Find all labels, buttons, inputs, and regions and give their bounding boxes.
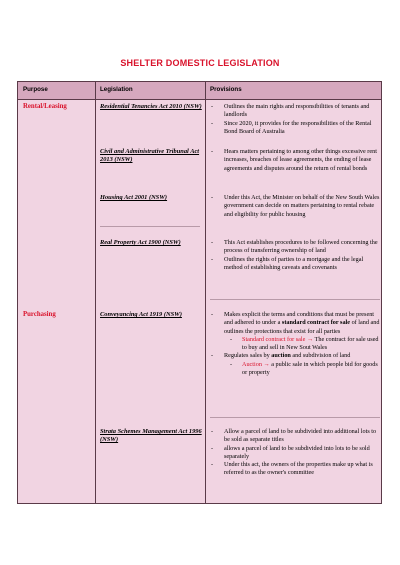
provisions-residential-tenancies	[210, 103, 380, 136]
purpose-rental: Rental/Leasing	[23, 103, 67, 110]
list-item: - Under this Act, the Minister on behalf of the New South Wales government can decide on matters pertaining to rental rebate and eligibility for public housing	[210, 194, 380, 219]
header-legislation: Legislation	[100, 86, 133, 93]
list-item: - Since 2020, it provides for the responsibilities of the Rental Bond Board of Australia	[210, 120, 380, 137]
definition-text: a public sale in which people bid for goods or property	[242, 360, 378, 377]
row-separator	[100, 226, 200, 227]
list-item: - Outlines the main rights and responsibilities of tenants and landlords	[210, 103, 380, 120]
list-item: - Hears matters pertaining to among other things excessive rent increases, breaches of lease agreements, the ending of lease agreements and disputes around the return of rental bonds	[210, 148, 380, 173]
definition-term: Auction →	[242, 360, 270, 368]
list-item	[210, 311, 380, 336]
column-divider	[205, 82, 206, 503]
list-item: - allows a parcel of land to be subdivided into lots to be sold separately	[210, 445, 380, 462]
purpose-purchasing: Purchasing	[23, 311, 56, 318]
provision-text: of land and outlines the protections that exist for all parties	[224, 319, 380, 335]
legislation-strata-schemes: Strata Schemes Management Act 1996 (NSW)	[100, 428, 202, 443]
provision-text: and subdivision of land	[290, 352, 351, 360]
provision-term: standard contract for sale	[281, 319, 351, 327]
definition-text: The contract for sale used to buy and sell in New Sout Wales	[242, 335, 379, 352]
legislation-table	[17, 81, 382, 504]
legislation-real-property: Real Property Act 1900 (NSW)	[100, 239, 181, 246]
list-item: - Outlines the rights of parties to a mortgage and the legal method of establishing caveats and covenants	[210, 256, 380, 273]
list-item	[210, 352, 380, 360]
list-item: - Under this act, the owners of the properties make up what is referred to as the owner's committee	[210, 461, 380, 478]
row-separator	[210, 299, 380, 300]
provision-text: Makes explicit the terms and conditions that must be present and adhered to under a	[224, 311, 375, 327]
column-divider	[95, 82, 96, 503]
header-purpose: Purpose	[23, 86, 48, 93]
definition-term: Standard contract for sale →	[242, 335, 314, 343]
row-separator	[210, 417, 380, 418]
header-provisions: Provisions	[210, 86, 242, 93]
provisions-civil-administrative	[210, 148, 380, 173]
provisions-strata-schemes	[210, 428, 380, 478]
provision-text: Regulates sales by	[224, 352, 272, 360]
provisions-real-property	[210, 239, 380, 272]
sub-list-item	[210, 361, 380, 378]
sub-list-item	[210, 336, 380, 353]
legislation-civil-administrative: Civil and Administrative Tribunal Act 2013 (NSW)	[100, 148, 200, 163]
legislation-residential-tenancies: Residential Tenancies Act 2010 (NSW)	[100, 103, 202, 110]
provisions-conveyancing	[210, 311, 380, 377]
list-item: - Allow a parcel of land to be subdivided into additional lots to be sold as separate titles	[210, 428, 380, 445]
page-title: SHELTER DOMESTIC LEGISLATION	[120, 58, 280, 68]
legislation-housing: Housing Act 2001 (NSW)	[100, 194, 168, 201]
list-item: - This Act establishes procedures to be followed concerning the process of transferring ownership of land	[210, 239, 380, 256]
table-header	[18, 82, 381, 100]
provision-term: auction	[271, 352, 291, 360]
provisions-housing	[210, 194, 380, 219]
legislation-conveyancing: Conveyancing Act 1919 (NSW)	[100, 311, 182, 318]
